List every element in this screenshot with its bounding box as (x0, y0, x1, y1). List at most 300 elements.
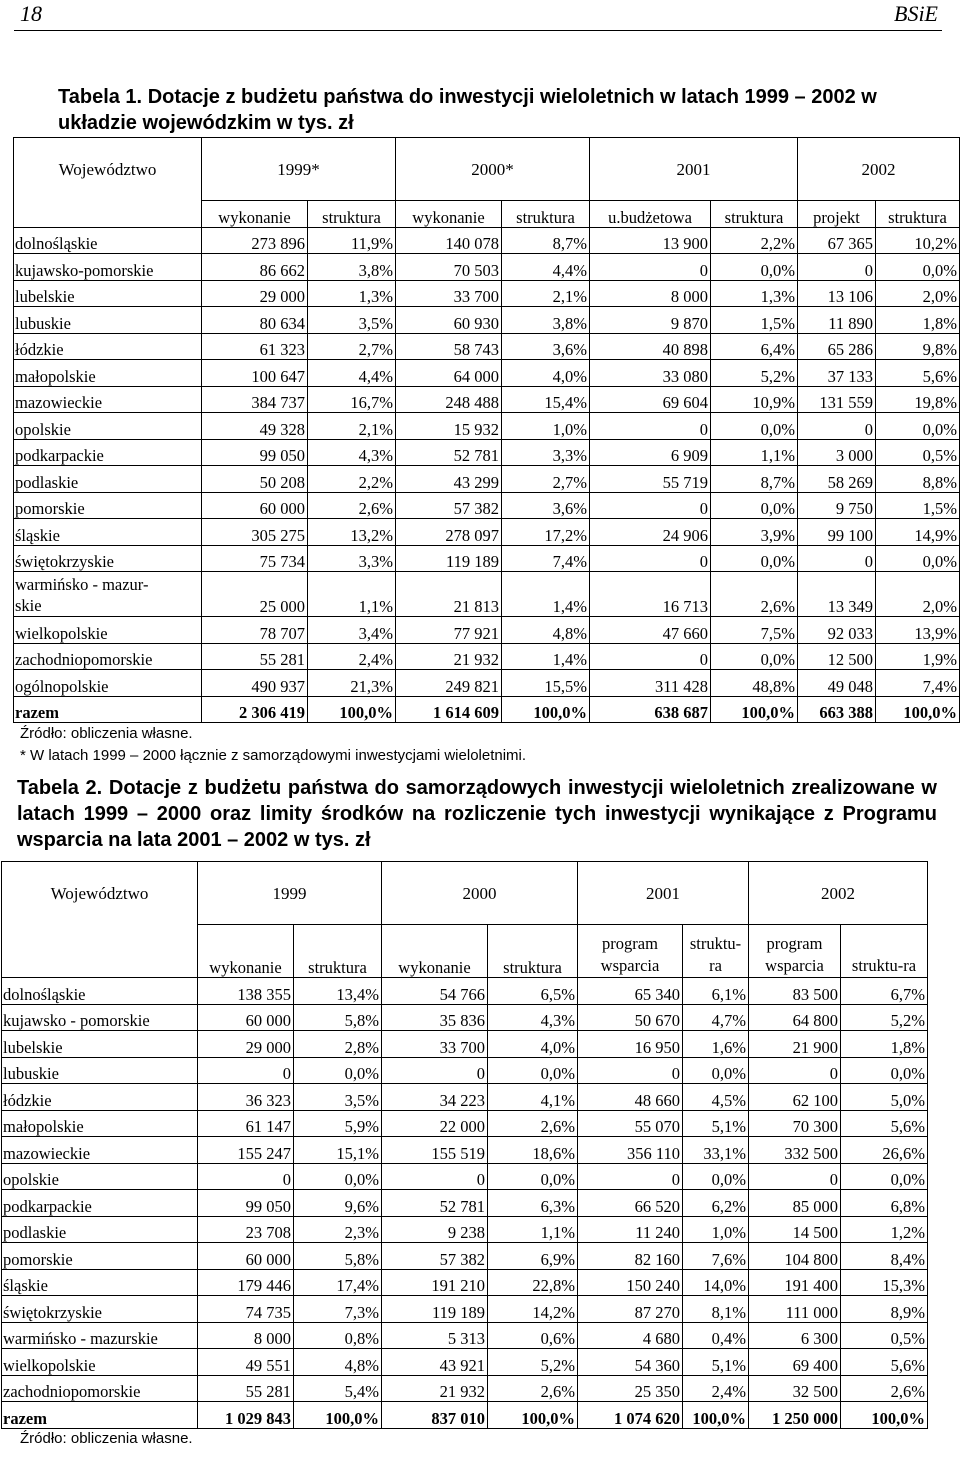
table1-value-cell: 0 (798, 254, 876, 281)
table2-subheader: wykonanie (382, 925, 488, 978)
table1-data-row (14, 519, 960, 546)
table2-value-cell: 0,0% (294, 1163, 382, 1190)
table2-value-cell: 0 (382, 1057, 488, 1084)
table1-value-cell: 2,4% (308, 643, 396, 670)
table2-value-cell: 5,4% (294, 1375, 382, 1402)
table2-region-cell: pomorskie (2, 1243, 198, 1270)
table2-region-cell: opolskie (2, 1163, 198, 1190)
table1-value-cell: 2,2% (308, 466, 396, 493)
table2-source-note: Źródło: obliczenia własne. (20, 1430, 193, 1447)
table1-value-cell: 78 707 (202, 617, 308, 644)
table2-value-cell: 7,3% (294, 1296, 382, 1323)
table2-region-cell: świętokrzyskie (2, 1296, 198, 1323)
table1-total-cell: 100,0% (711, 696, 798, 723)
table1-data-row (14, 643, 960, 670)
table2-value-cell: 99 050 (198, 1190, 294, 1217)
table2-region-cell: kujawsko - pomorskie (2, 1004, 198, 1031)
table2-value-cell: 155 247 (198, 1137, 294, 1164)
table1-value-cell: 4,3% (308, 439, 396, 466)
table1-region-cell: wielkopolskie (14, 617, 202, 644)
table1-subheader: struktura (876, 201, 960, 228)
table2-value-cell: 8,4% (841, 1243, 928, 1270)
table1-value-cell: 65 286 (798, 333, 876, 360)
table1-value-cell: 15 932 (396, 413, 502, 440)
table2-value-cell: 104 800 (749, 1243, 841, 1270)
table1-caption-text: Dotacje z budżetu państwa do inwestycji wieloletnich w latach 1999 – 2002 w układzie wojewódzkim w tys. zł (58, 86, 877, 134)
table2-data-row (2, 1190, 928, 1217)
table1-value-cell: 1,9% (876, 643, 960, 670)
table1-value-cell: 2,0% (876, 572, 960, 617)
table2-subheader: program wsparcia (749, 925, 841, 978)
table2-value-cell: 43 921 (382, 1349, 488, 1376)
table1-caption (58, 84, 938, 136)
table1-value-cell: 50 208 (202, 466, 308, 493)
table2-value-cell: 82 160 (578, 1243, 683, 1270)
table2-value-cell: 1,2% (841, 1216, 928, 1243)
table1-region-cell: opolskie (14, 413, 202, 440)
table1-value-cell: 4,4% (502, 254, 590, 281)
table2-value-cell: 1,1% (488, 1216, 578, 1243)
table2-value-cell: 34 223 (382, 1084, 488, 1111)
table1-region-cell: mazowieckie (14, 386, 202, 413)
table1-value-cell: 75 734 (202, 545, 308, 572)
table1-subheader: struktura (308, 201, 396, 228)
table2-data-row (2, 1216, 928, 1243)
table2-data-row (2, 1322, 928, 1349)
table1-value-cell: 21,3% (308, 670, 396, 697)
table2-value-cell: 0,8% (294, 1322, 382, 1349)
table2-year-header: 2002 (749, 862, 928, 925)
table1-year-header: 2002 (798, 138, 960, 201)
table2-value-cell: 0,0% (841, 1163, 928, 1190)
table1-value-cell: 384 737 (202, 386, 308, 413)
table2-region-cell: wielkopolskie (2, 1349, 198, 1376)
table1-value-cell: 3 000 (798, 439, 876, 466)
table1-value-cell: 1,1% (308, 572, 396, 617)
table1-value-cell: 60 930 (396, 307, 502, 334)
table1-value-cell: 249 821 (396, 670, 502, 697)
table2-value-cell: 4 680 (578, 1322, 683, 1349)
table1-value-cell: 7,4% (876, 670, 960, 697)
table1-region-cell (14, 572, 202, 617)
table1-value-cell: 11,9% (308, 227, 396, 254)
table1-data-row (14, 545, 960, 572)
table2-value-cell: 1,8% (841, 1031, 928, 1058)
table2-value-cell: 64 800 (749, 1004, 841, 1031)
table1-region-cell: śląskie (14, 519, 202, 546)
table1-region-header-spacer (14, 201, 202, 228)
table2-value-cell: 11 240 (578, 1216, 683, 1243)
table2-total-cell: 1 074 620 (578, 1402, 683, 1429)
table1-value-cell: 0,0% (711, 254, 798, 281)
table2-region-cell: warmińsko - mazurskie (2, 1322, 198, 1349)
table2-value-cell: 0 (198, 1163, 294, 1190)
table1-value-cell: 7,4% (502, 545, 590, 572)
table1-region-cell: podlaskie (14, 466, 202, 493)
table1-data-row (14, 254, 960, 281)
table2-value-cell: 5 313 (382, 1322, 488, 1349)
table1-value-cell: 14,9% (876, 519, 960, 546)
table2-value-cell: 87 270 (578, 1296, 683, 1323)
table2-value-cell: 6,2% (683, 1190, 749, 1217)
table1-value-cell: 0 (590, 413, 711, 440)
table2-value-cell: 0,5% (841, 1322, 928, 1349)
table1-value-cell: 2,6% (711, 572, 798, 617)
table2-value-cell: 9,6% (294, 1190, 382, 1217)
table2-year-header: 2000 (382, 862, 578, 925)
table2-value-cell: 0,0% (683, 1057, 749, 1084)
table2-year-header: 2001 (578, 862, 749, 925)
table1-value-cell: 0,0% (711, 492, 798, 519)
table2-value-cell: 18,6% (488, 1137, 578, 1164)
table2-value-cell: 23 708 (198, 1216, 294, 1243)
table2-value-cell: 14 500 (749, 1216, 841, 1243)
table2-value-cell: 70 300 (749, 1110, 841, 1137)
table1-region-header: Województwo (14, 138, 202, 201)
table1-data-row (14, 280, 960, 307)
table2-value-cell: 0,0% (683, 1163, 749, 1190)
table2-total-cell: 1 029 843 (198, 1402, 294, 1429)
page-header (14, 0, 942, 31)
table2-value-cell: 8 000 (198, 1322, 294, 1349)
table1-value-cell: 1,3% (711, 280, 798, 307)
table1-subheader: wykonanie (396, 201, 502, 228)
table1-footnote: * W latach 1999 – 2000 łącznie z samorządowymi inwestycjami wieloletnimi. (20, 747, 527, 764)
table1-value-cell: 33 700 (396, 280, 502, 307)
table2-value-cell: 356 110 (578, 1137, 683, 1164)
table2-data-row (2, 1349, 928, 1376)
table1-value-cell: 61 323 (202, 333, 308, 360)
table1-value-cell: 40 898 (590, 333, 711, 360)
table2-value-cell: 0,0% (294, 1057, 382, 1084)
table2-value-cell: 16 950 (578, 1031, 683, 1058)
table2-caption (17, 775, 937, 853)
table2-value-cell: 17,4% (294, 1269, 382, 1296)
table2-value-cell: 138 355 (198, 978, 294, 1005)
table1-value-cell: 64 000 (396, 360, 502, 387)
table1-total-cell: 663 388 (798, 696, 876, 723)
table1-value-cell: 2,2% (711, 227, 798, 254)
table1-value-cell: 13 349 (798, 572, 876, 617)
table2-subheader: struktura (488, 925, 578, 978)
table2-value-cell: 6,5% (488, 978, 578, 1005)
table1-value-cell: 7,5% (711, 617, 798, 644)
table1-value-cell: 60 000 (202, 492, 308, 519)
table2-value-cell: 60 000 (198, 1004, 294, 1031)
table1-value-cell: 58 269 (798, 466, 876, 493)
table2-data-row (2, 1110, 928, 1137)
table2-value-cell: 60 000 (198, 1243, 294, 1270)
table2-value-cell: 83 500 (749, 978, 841, 1005)
table1-region-cell: lubelskie (14, 280, 202, 307)
table1-region-cell: małopolskie (14, 360, 202, 387)
table1-value-cell: 13,2% (308, 519, 396, 546)
table2-region-cell: łódzkie (2, 1084, 198, 1111)
table2-value-cell: 6 300 (749, 1322, 841, 1349)
table2-value-cell: 0 (578, 1163, 683, 1190)
table1-value-cell: 55 281 (202, 643, 308, 670)
table1-total-label: razem (14, 696, 202, 723)
table2-value-cell: 22,8% (488, 1269, 578, 1296)
table1-value-cell: 33 080 (590, 360, 711, 387)
table2-subheader-row (2, 925, 928, 978)
table1-value-cell: 2,6% (308, 492, 396, 519)
table1-value-cell: 16 713 (590, 572, 711, 617)
table1-source-note: Źródło: obliczenia własne. (20, 725, 193, 742)
table2-value-cell: 8,9% (841, 1296, 928, 1323)
table1-value-cell: 0 (798, 413, 876, 440)
table1-data-row (14, 227, 960, 254)
table1-value-cell: 2,1% (308, 413, 396, 440)
table1-value-cell: 0 (590, 545, 711, 572)
table1-value-cell: 0,5% (876, 439, 960, 466)
table1-value-cell: 8,8% (876, 466, 960, 493)
table2-value-cell: 0,0% (488, 1163, 578, 1190)
table1-data-row (14, 439, 960, 466)
table1-value-cell: 140 078 (396, 227, 502, 254)
table2-region-cell: dolnośląskie (2, 978, 198, 1005)
table1-data-row (14, 386, 960, 413)
table1-value-cell: 0,0% (876, 254, 960, 281)
table1-region-cell: kujawsko-pomorskie (14, 254, 202, 281)
table1-value-cell: 3,8% (502, 307, 590, 334)
table1-value-cell: 16,7% (308, 386, 396, 413)
table1-value-cell: 4,8% (502, 617, 590, 644)
table2-total-cell: 100,0% (488, 1402, 578, 1429)
table2-value-cell: 61 147 (198, 1110, 294, 1137)
table2-value-cell: 0,6% (488, 1322, 578, 1349)
table2-value-cell: 66 520 (578, 1190, 683, 1217)
table1-value-cell: 278 097 (396, 519, 502, 546)
table1-value-cell: 58 743 (396, 333, 502, 360)
table2-total-cell: 837 010 (382, 1402, 488, 1429)
table1-value-cell: 13 106 (798, 280, 876, 307)
table1-value-cell: 0,0% (711, 413, 798, 440)
table2-data-row (2, 1004, 928, 1031)
table1-value-cell: 10,9% (711, 386, 798, 413)
table2-value-cell: 9 238 (382, 1216, 488, 1243)
table2-value-cell: 69 400 (749, 1349, 841, 1376)
table1-value-cell: 4,0% (502, 360, 590, 387)
table1-value-cell: 43 299 (396, 466, 502, 493)
table2-value-cell: 5,2% (488, 1349, 578, 1376)
table1-data-row (14, 572, 960, 617)
table1-data-row (14, 333, 960, 360)
table2-caption-number: Tabela 2. (17, 777, 103, 799)
table1-value-cell: 490 937 (202, 670, 308, 697)
table1-value-cell: 2,7% (308, 333, 396, 360)
table2-value-cell: 2,6% (841, 1375, 928, 1402)
table2-value-cell: 36 323 (198, 1084, 294, 1111)
table1-data-row (14, 466, 960, 493)
table1-value-cell: 70 503 (396, 254, 502, 281)
table1-value-cell: 0,0% (711, 643, 798, 670)
table2-value-cell: 55 281 (198, 1375, 294, 1402)
table1-value-cell: 69 604 (590, 386, 711, 413)
table2-subheader: struktura (294, 925, 382, 978)
table1-data-row (14, 307, 960, 334)
table2-value-cell: 5,6% (841, 1349, 928, 1376)
table1-value-cell: 3,5% (308, 307, 396, 334)
table2-subheader: program wsparcia (578, 925, 683, 978)
table1-value-cell: 99 050 (202, 439, 308, 466)
table1-value-cell: 92 033 (798, 617, 876, 644)
table2-value-cell: 48 660 (578, 1084, 683, 1111)
table2-total-row (2, 1402, 928, 1429)
table1-region-cell: zachodniopomorskie (14, 643, 202, 670)
table2-value-cell: 13,4% (294, 978, 382, 1005)
table2-value-cell: 6,3% (488, 1190, 578, 1217)
table2-value-cell: 65 340 (578, 978, 683, 1005)
table2-value-cell: 0 (578, 1057, 683, 1084)
table1-value-cell: 3,8% (308, 254, 396, 281)
table2-value-cell: 3,5% (294, 1084, 382, 1111)
table1-value-cell: 1,1% (711, 439, 798, 466)
table1-total-row (14, 696, 960, 723)
table1-value-cell: 1,5% (876, 492, 960, 519)
table2-value-cell: 22 000 (382, 1110, 488, 1137)
table2-value-cell: 33,1% (683, 1137, 749, 1164)
table2-value-cell: 35 836 (382, 1004, 488, 1031)
table2-value-cell: 21 900 (749, 1031, 841, 1058)
table1-data-row (14, 360, 960, 387)
table2-total-label: razem (2, 1402, 198, 1429)
table2-subheader: wykonanie (198, 925, 294, 978)
table1-value-cell: 67 365 (798, 227, 876, 254)
table1-value-cell: 305 275 (202, 519, 308, 546)
table1-value-cell: 29 000 (202, 280, 308, 307)
table1-value-cell: 0 (798, 545, 876, 572)
table1-value-cell: 11 890 (798, 307, 876, 334)
table2-value-cell: 0 (749, 1163, 841, 1190)
table2-region-cell: podkarpackie (2, 1190, 198, 1217)
table2-value-cell: 4,1% (488, 1084, 578, 1111)
table2-value-cell: 25 350 (578, 1375, 683, 1402)
table2-value-cell: 5,6% (841, 1110, 928, 1137)
table1-region-cell-line: skie (15, 596, 42, 615)
table2 (1, 861, 928, 1429)
table1-value-cell: 0 (590, 492, 711, 519)
table2-value-cell: 55 070 (578, 1110, 683, 1137)
table2-subheader: struktu-ra (683, 925, 749, 978)
table1-value-cell: 8 000 (590, 280, 711, 307)
table1 (13, 137, 960, 723)
table1-value-cell: 4,4% (308, 360, 396, 387)
table1-value-cell: 21 813 (396, 572, 502, 617)
table1-value-cell: 17,2% (502, 519, 590, 546)
table1-year-header: 2000* (396, 138, 590, 201)
table1-total-cell: 638 687 (590, 696, 711, 723)
table2-value-cell: 191 400 (749, 1269, 841, 1296)
table1-value-cell: 1,4% (502, 643, 590, 670)
table1-value-cell: 3,6% (502, 333, 590, 360)
table2-data-row (2, 1137, 928, 1164)
table1-subheader: wykonanie (202, 201, 308, 228)
table2-region-cell: podlaskie (2, 1216, 198, 1243)
table2-value-cell: 1,6% (683, 1031, 749, 1058)
table2-value-cell: 2,8% (294, 1031, 382, 1058)
table1-value-cell: 0 (590, 254, 711, 281)
table2-year-header-row (2, 862, 928, 925)
table1-data-row (14, 492, 960, 519)
table1-subheader: projekt (798, 201, 876, 228)
table2-data-row (2, 1375, 928, 1402)
table1-value-cell: 2,1% (502, 280, 590, 307)
table2-value-cell: 0 (198, 1057, 294, 1084)
table2-value-cell: 5,9% (294, 1110, 382, 1137)
table2-data-row (2, 1031, 928, 1058)
table2-value-cell: 2,3% (294, 1216, 382, 1243)
table1-value-cell: 15,5% (502, 670, 590, 697)
table2-value-cell: 155 519 (382, 1137, 488, 1164)
table1-value-cell: 1,4% (502, 572, 590, 617)
table2-total-cell: 100,0% (683, 1402, 749, 1429)
table1-value-cell: 21 932 (396, 643, 502, 670)
table1-value-cell: 37 133 (798, 360, 876, 387)
table1-region-cell: świętokrzyskie (14, 545, 202, 572)
table1-value-cell: 9 750 (798, 492, 876, 519)
table1-value-cell: 0,0% (876, 413, 960, 440)
table2-data-row (2, 1243, 928, 1270)
table1-value-cell: 12 500 (798, 643, 876, 670)
table1-value-cell: 248 488 (396, 386, 502, 413)
table1-value-cell: 2,7% (502, 466, 590, 493)
table2-value-cell: 0,0% (841, 1057, 928, 1084)
table1-value-cell: 8,7% (502, 227, 590, 254)
table1-value-cell: 47 660 (590, 617, 711, 644)
table2-value-cell: 0,0% (488, 1057, 578, 1084)
table1-value-cell: 86 662 (202, 254, 308, 281)
table1-region-cell: pomorskie (14, 492, 202, 519)
table1-value-cell: 13,9% (876, 617, 960, 644)
page-number: 18 (20, 1, 42, 26)
table1-data-row (14, 670, 960, 697)
table1-value-cell: 0,0% (876, 545, 960, 572)
table2-value-cell: 5,1% (683, 1110, 749, 1137)
table2-value-cell: 4,8% (294, 1349, 382, 1376)
table2-region-header-spacer (2, 925, 198, 978)
table2-value-cell: 111 000 (749, 1296, 841, 1323)
table2-value-cell: 54 360 (578, 1349, 683, 1376)
table1-region-cell: dolnośląskie (14, 227, 202, 254)
table1-region-cell: podkarpackie (14, 439, 202, 466)
table1-value-cell: 5,6% (876, 360, 960, 387)
table1-value-cell: 1,0% (502, 413, 590, 440)
table1-total-cell: 2 306 419 (202, 696, 308, 723)
table1-value-cell: 9,8% (876, 333, 960, 360)
table2-value-cell: 4,5% (683, 1084, 749, 1111)
table2-value-cell: 26,6% (841, 1137, 928, 1164)
table1-subheader: struktura (502, 201, 590, 228)
table1-region-cell: łódzkie (14, 333, 202, 360)
table2-value-cell: 54 766 (382, 978, 488, 1005)
table2-value-cell: 62 100 (749, 1084, 841, 1111)
table1-value-cell: 3,3% (308, 545, 396, 572)
table1-year-header-row (14, 138, 960, 201)
table2-value-cell: 8,1% (683, 1296, 749, 1323)
table1-value-cell: 9 870 (590, 307, 711, 334)
table2-value-cell: 1,0% (683, 1216, 749, 1243)
table2-value-cell: 5,8% (294, 1004, 382, 1031)
table1-total-cell: 1 614 609 (396, 696, 502, 723)
table1-value-cell: 0,0% (711, 545, 798, 572)
table1-value-cell: 1,5% (711, 307, 798, 334)
table2-value-cell: 5,1% (683, 1349, 749, 1376)
table2-value-cell: 74 735 (198, 1296, 294, 1323)
table2-value-cell: 85 000 (749, 1190, 841, 1217)
table1-value-cell: 3,6% (502, 492, 590, 519)
table2-region-header: Województwo (2, 862, 198, 925)
